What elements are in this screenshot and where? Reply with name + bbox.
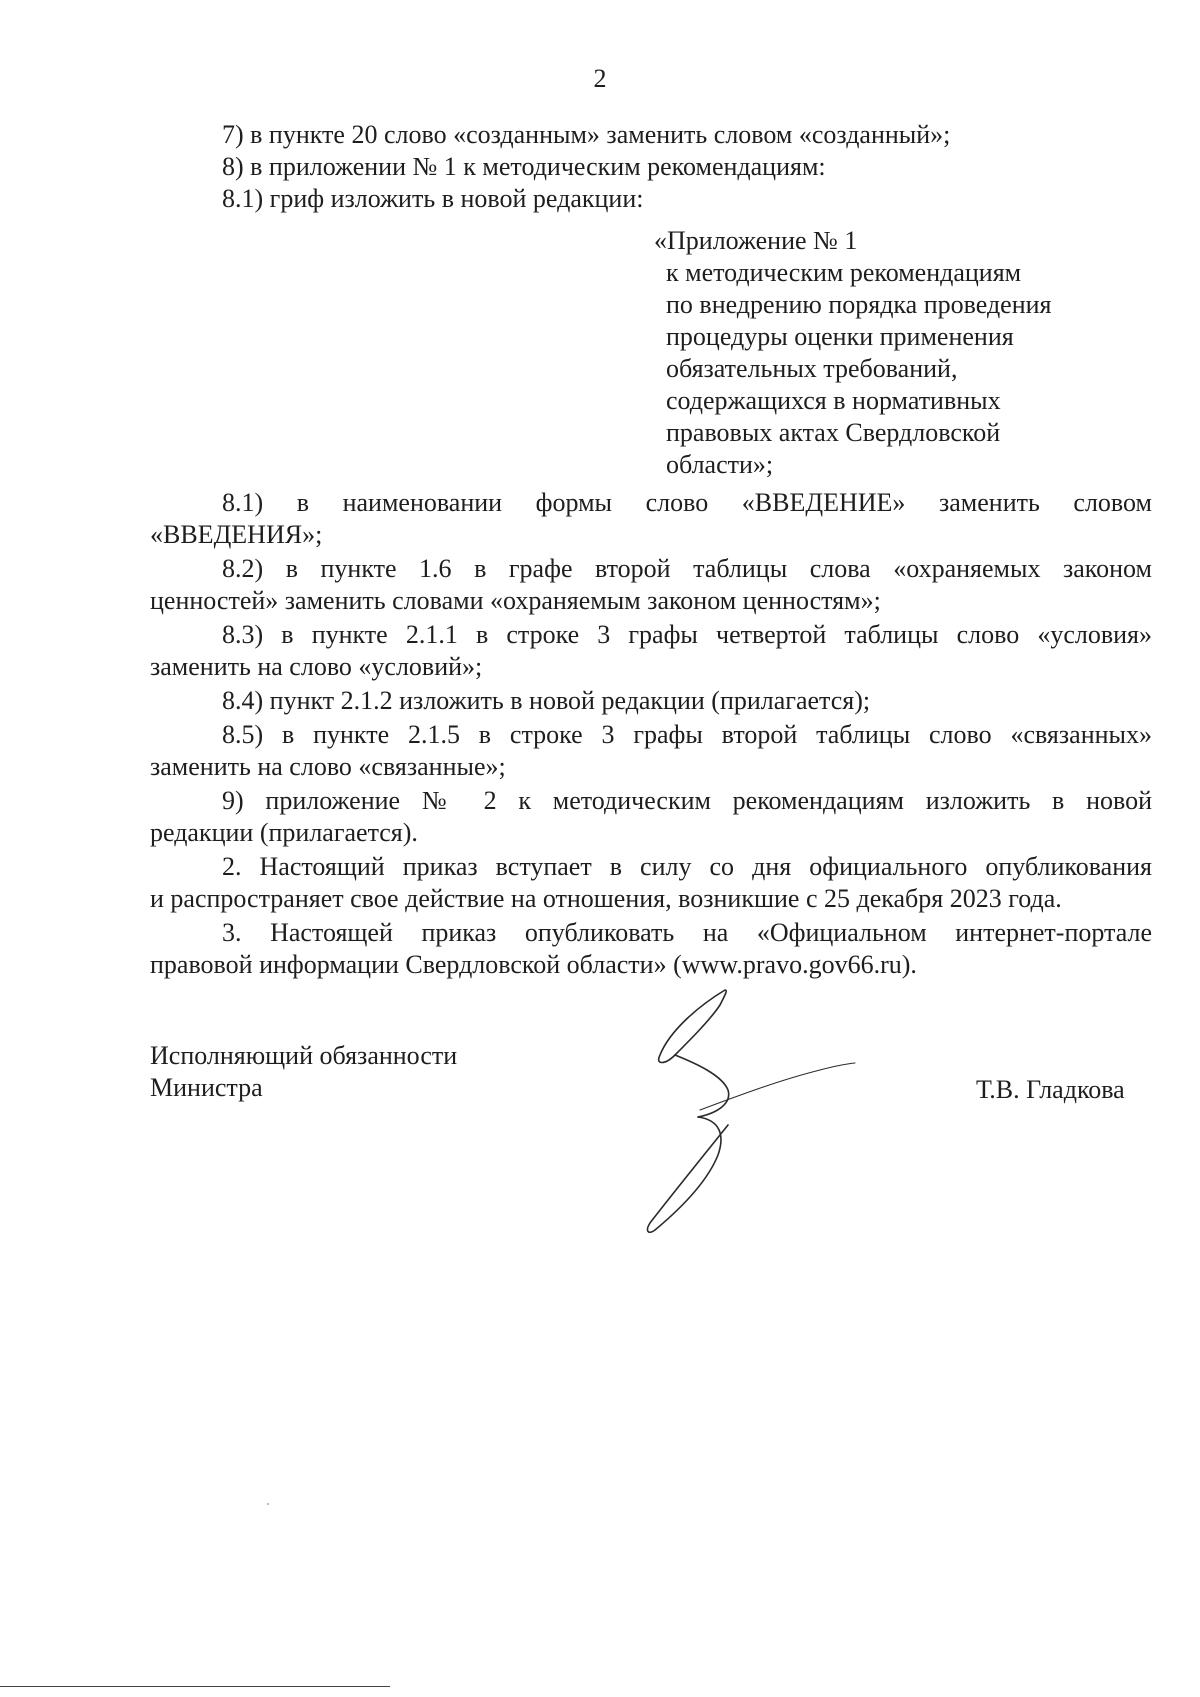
annex-line-5: обязательных требований, (666, 354, 958, 383)
signature-upper-loop (659, 990, 727, 1063)
annex-line-3: по внедрению порядка проведения (666, 290, 1052, 319)
item-8: 8) в приложении № 1 к методическим рекомендациям: (222, 152, 826, 181)
annex-line-1: «Приложение № 1 (654, 226, 858, 255)
signature-tail-stroke (700, 1063, 855, 1110)
item-8-5-line-1: 8.5) в пункте 2.1.5 в строке 3 графы второй таблицы слово «связанных» (222, 720, 1152, 749)
signature-middle-curve (675, 1055, 729, 1117)
section-2-line-1: 2. Настоящий приказ вступает в силу со дня официального опубликования (222, 852, 1152, 881)
section-2-line-2: и распространяет свое действие на отношения, возникшие с 25 декабря 2023 года. (150, 884, 1062, 913)
section-3-line-1: 3. Настоящей приказ опубликовать на «Официальном интернет-портале (222, 918, 1152, 947)
signature-lower-loop (648, 1117, 728, 1232)
annex-line-6: содержащихся в нормативных (666, 386, 1001, 415)
item-8-2-line-2: ценностей» заменить словами «охраняемым законом ценностям»; (150, 586, 881, 615)
item-8-1-form-line-2: «ВВЕДЕНИЯ»; (150, 520, 323, 549)
item-7: 7) в пункте 20 слово «созданным» заменить словом «созданный»; (222, 120, 951, 149)
signatory-position-line-2: Министра (150, 1073, 263, 1102)
item-8-4: 8.4) пункт 2.1.2 изложить в новой редакции (прилагается); (222, 686, 871, 715)
item-8-1-stamp: 8.1) гриф изложить в новой редакции: (222, 184, 644, 213)
item-9-line-1: 9) приложение № 2 к методическим рекомендациям изложить в новой (222, 786, 1152, 815)
item-8-5-line-2: заменить на слово «связанные»; (150, 752, 506, 781)
bottom-rule (0, 1686, 390, 1687)
annex-line-7: правовых актах Свердловской (666, 418, 1001, 447)
item-8-1-form-line-1: 8.1) в наименовании формы слово «ВВЕДЕНИЕ» заменить словом (222, 488, 1152, 517)
item-8-2-line-1: 8.2) в пункте 1.6 в графе второй таблицы слова «охраняемых законом (222, 554, 1152, 583)
annex-line-4: процедуры оценки применения (666, 322, 1014, 351)
item-8-3-line-2: заменить на слово «условий»; (150, 652, 483, 681)
scan-speck (267, 1503, 269, 1505)
handwritten-signature (640, 985, 860, 1235)
page-number: 2 (593, 64, 607, 93)
signatory-name: Т.В. Гладкова (976, 1075, 1125, 1104)
item-8-3-line-1: 8.3) в пункте 2.1.1 в строке 3 графы четвертой таблицы слово «условия» (222, 620, 1152, 649)
section-3-line-2: правовой информации Свердловской области» (www.pravo.gov66.ru). (150, 950, 917, 979)
item-9-line-2: редакции (прилагается). (150, 818, 418, 847)
annex-line-8: области»; (666, 450, 774, 479)
signatory-position-line-1: Исполняющий обязанности (150, 1041, 458, 1070)
annex-line-2: к методическим рекомендациям (666, 258, 1022, 287)
